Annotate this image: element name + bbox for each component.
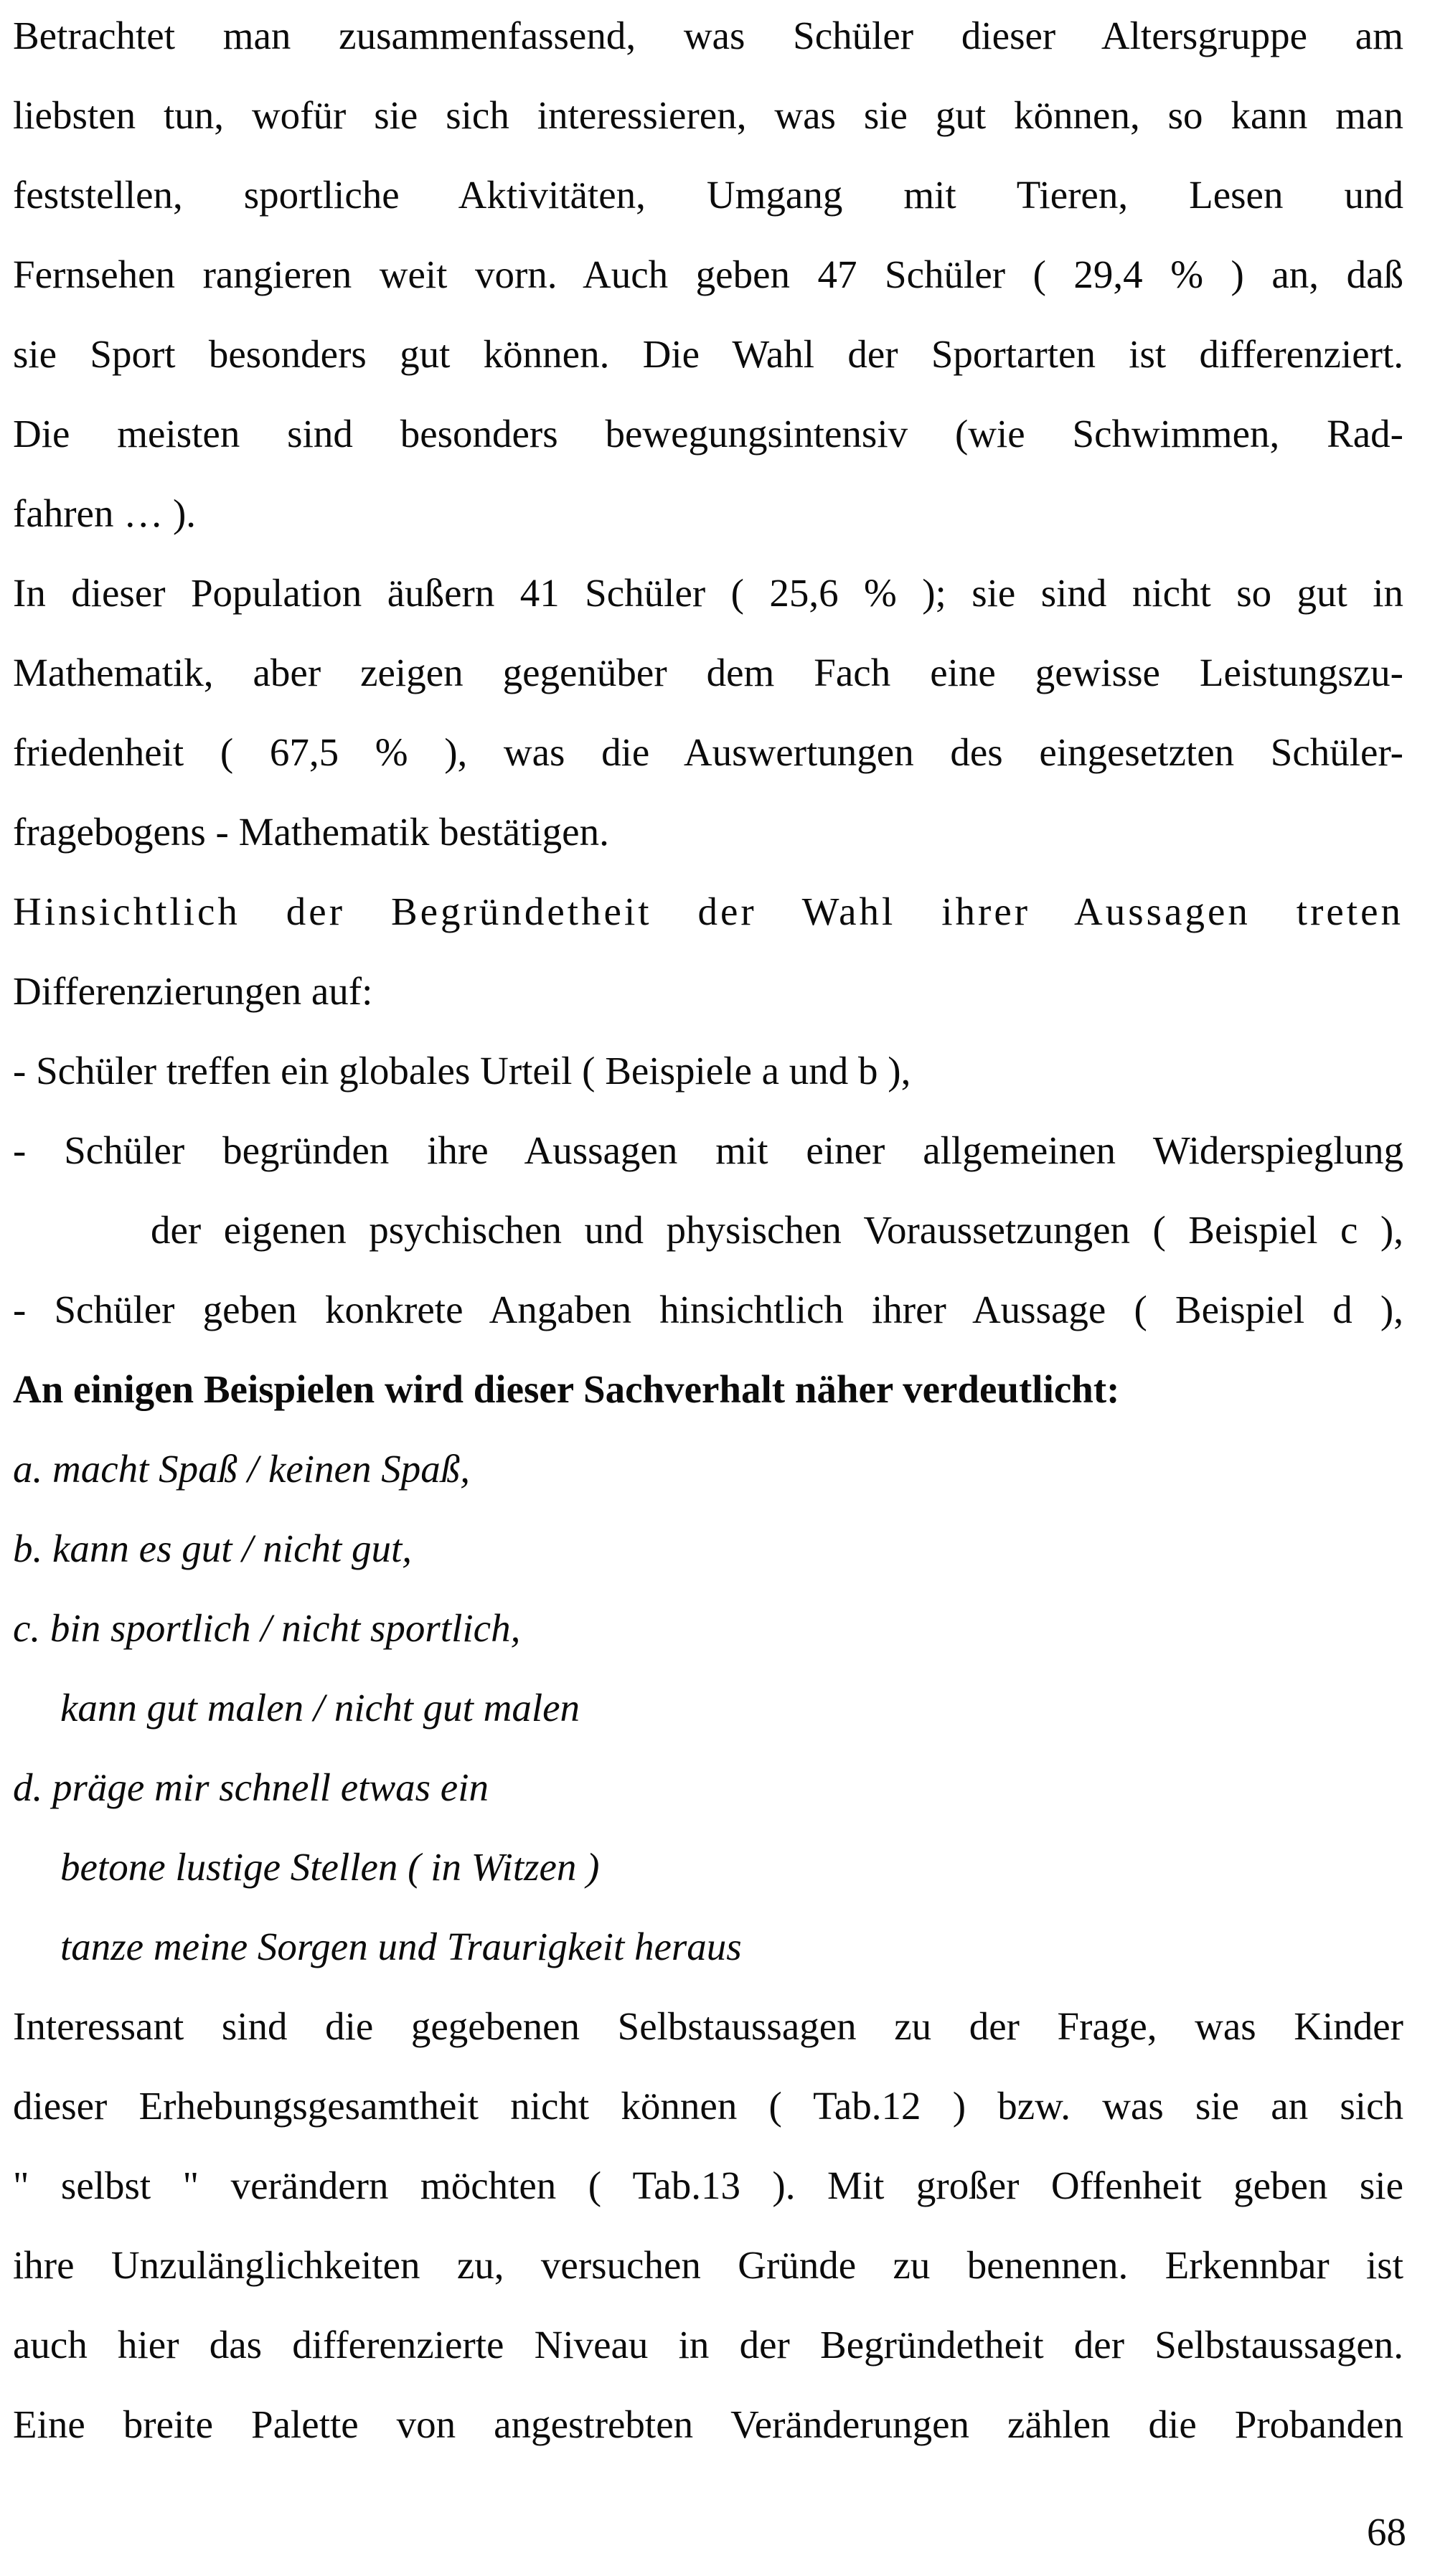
paragraph1-line-2: liebsten tun, wofür sie sich interessieren, was sie gut können, so kann man [13,93,1403,137]
bullet-item-2: - Schüler begründen ihre Aussagen mit einer allgemeinen Widerspieglung [13,1128,1403,1172]
paragraph1-line-6: Die meisten sind besonders bewegungsintensiv (wie Schwimmen, Rad- [13,412,1403,456]
paragraph1-line-1: Betrachtet man zusammenfassend, was Schüler dieser Altersgruppe am [13,14,1403,57]
example-b: b. kann es gut / nicht gut, [13,1527,413,1570]
paragraph2-line-1: In dieser Population äußern 41 Schüler ( 25,6 % ); sie sind nicht so gut in [13,571,1403,615]
paragraph2-line-4: fragebogens - Mathematik bestätigen. [13,810,609,854]
paragraph1-line-3: feststellen, sportliche Aktivitäten, Umgang mit Tieren, Lesen und [13,173,1403,217]
paragraph2-line-2: Mathematik, aber zeigen gegenüber dem Fach eine gewisse Leistungszu- [13,651,1403,694]
paragraph3-line-2: Differenzierungen auf: [13,969,373,1013]
example-d-continuation-2: tanze meine Sorgen und Traurigkeit heraus [60,1925,742,1968]
example-d: d. präge mir schnell etwas ein [13,1765,489,1809]
bullet-item-1: - Schüler treffen ein globales Urteil ( Beispiele a und b ), [13,1049,911,1093]
paragraph4-line-3: " selbst " verändern möchten ( Tab.13 ). Mit großer Offenheit geben sie [13,2164,1403,2207]
examples-heading: An einigen Beispielen wird dieser Sachverhalt näher verdeutlicht: [13,1367,1120,1411]
example-c-continuation: kann gut malen / nicht gut malen [60,1686,580,1730]
paragraph4-line-4: ihre Unzulänglichkeiten zu, versuchen Gründe zu benennen. Erkennbar ist [13,2243,1403,2287]
paragraph1-line-7: fahren … ). [13,491,197,535]
paragraph2-line-3: friedenheit ( 67,5 % ), was die Auswertungen des eingesetzten Schüler- [13,730,1403,774]
paragraph1-line-5: sie Sport besonders gut können. Die Wahl der Sportarten ist differenziert. [13,332,1403,376]
bullet-item-3: - Schüler geben konkrete Angaben hinsichtlich ihrer Aussage ( Beispiel d ), [13,1288,1403,1331]
paragraph4-line-1: Interessant sind die gegebenen Selbstaussagen zu der Frage, was Kinder [13,2004,1403,2048]
paragraph3-line-1: Hinsichtlich der Begründetheit der Wahl ihrer Aussagen treten [13,890,1403,933]
example-a: a. macht Spaß / keinen Spaß, [13,1447,470,1491]
paragraph4-line-5: auch hier das differenzierte Niveau in der Begründetheit der Selbstaussagen. [13,2323,1403,2367]
example-d-continuation-1: betone lustige Stellen ( in Witzen ) [60,1845,600,1889]
paragraph4-line-6: Eine breite Palette von angestrebten Veränderungen zählen die Probanden [13,2402,1403,2446]
bullet-item-2-continuation: der eigenen psychischen und physischen Voraussetzungen ( Beispiel c ), [151,1208,1403,1252]
page-number: 68 [1367,2510,1406,2554]
paragraph1-line-4: Fernsehen rangieren weit vorn. Auch geben 47 Schüler ( 29,4 % ) an, daß [13,253,1403,296]
paragraph4-line-2: dieser Erhebungsgesamtheit nicht können ( Tab.12 ) bzw. was sie an sich [13,2084,1403,2128]
example-c: c. bin sportlich / nicht sportlich, [13,1606,521,1650]
